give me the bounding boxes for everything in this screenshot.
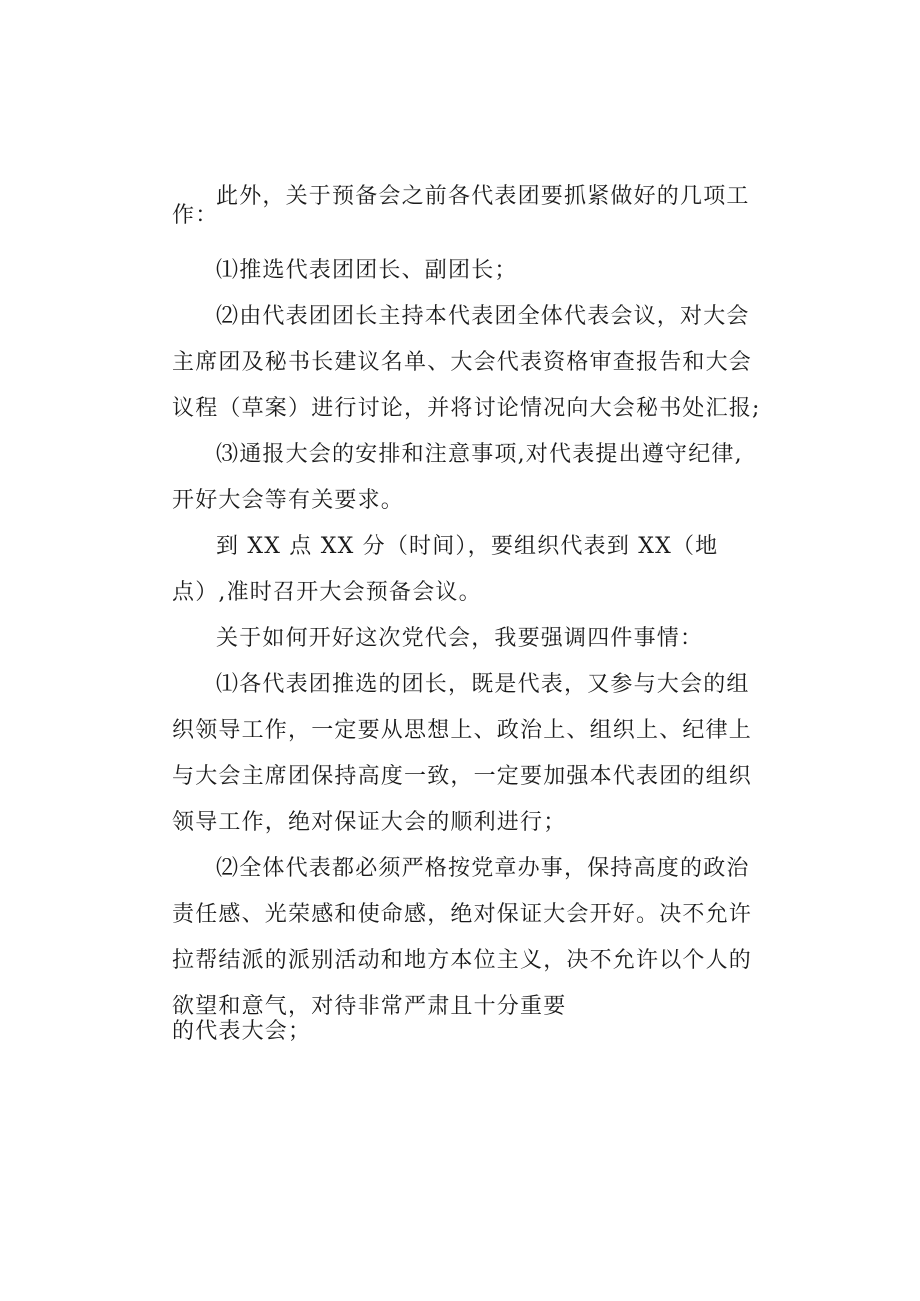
paragraph-8 (172, 846, 752, 1046)
paragraph-line: 到 XX 点 XX 分（时间），要组织代表到 XX（地 (216, 534, 719, 559)
paragraph-line: ⑴各代表团推选的团长，既是代表，又参与大会的组 (216, 672, 750, 697)
paragraph-line: 拉帮结派的派别活动和地方本位主义，决不允许以个人的 (172, 948, 753, 973)
paragraph-line: ⑴推选代表团团长、副团长； (216, 258, 518, 283)
paragraph-3 (172, 294, 761, 432)
paragraph-line: ⑵由代表团团长主持本代表团全体代表会议，对大会 (216, 304, 750, 329)
paragraph-7 (172, 662, 752, 846)
paragraph-5 (172, 524, 752, 616)
paragraph-line: 责任感、光荣感和使命感，绝对保证大会开好。决不允许 (172, 902, 753, 927)
paragraph-line: 此外，关于预备会之前各代表团要抓紧做好的几项工 (216, 184, 750, 209)
paragraph-line: 织领导工作，一定要从思想上、政治上、组织上、纪律上 (172, 718, 753, 743)
paragraph-line: 领导工作，绝对保证大会的顺利进行； (172, 810, 567, 835)
paragraph-line: 关于如何开好这次党代会，我要强调四件事情： (216, 626, 704, 651)
paragraph-4 (172, 432, 752, 524)
paragraph-line: 开好大会等有关要求。 (172, 488, 405, 513)
paragraph-1 (172, 174, 752, 230)
paragraph-line: ⑵全体代表都必须严格按党章办事，保持高度的政治 (216, 856, 750, 881)
paragraph-line: 的代表大会； (172, 1019, 312, 1044)
paragraph-line: 议程（草案）进行讨论，并将讨论情况向大会秘书处汇报; (172, 396, 761, 421)
paragraph-line: 作： (172, 203, 219, 228)
paragraph-line: 点）,准时召开大会预备会议。 (172, 580, 482, 605)
paragraph-line: 与大会主席团保持高度一致，一定要加强本代表团的组织 (172, 764, 753, 789)
paragraph-line: ⑶通报大会的安排和注意事项,对代表提出遵守纪律, (216, 442, 743, 467)
paragraph-2 (172, 248, 752, 294)
paragraph-6 (172, 616, 752, 662)
paragraph-line: 主席团及秘书长建议名单、大会代表资格审查报告和大会 (172, 350, 753, 375)
paragraph-line: 欲望和意气，对待非常严肃且十分重要 (172, 994, 567, 1019)
